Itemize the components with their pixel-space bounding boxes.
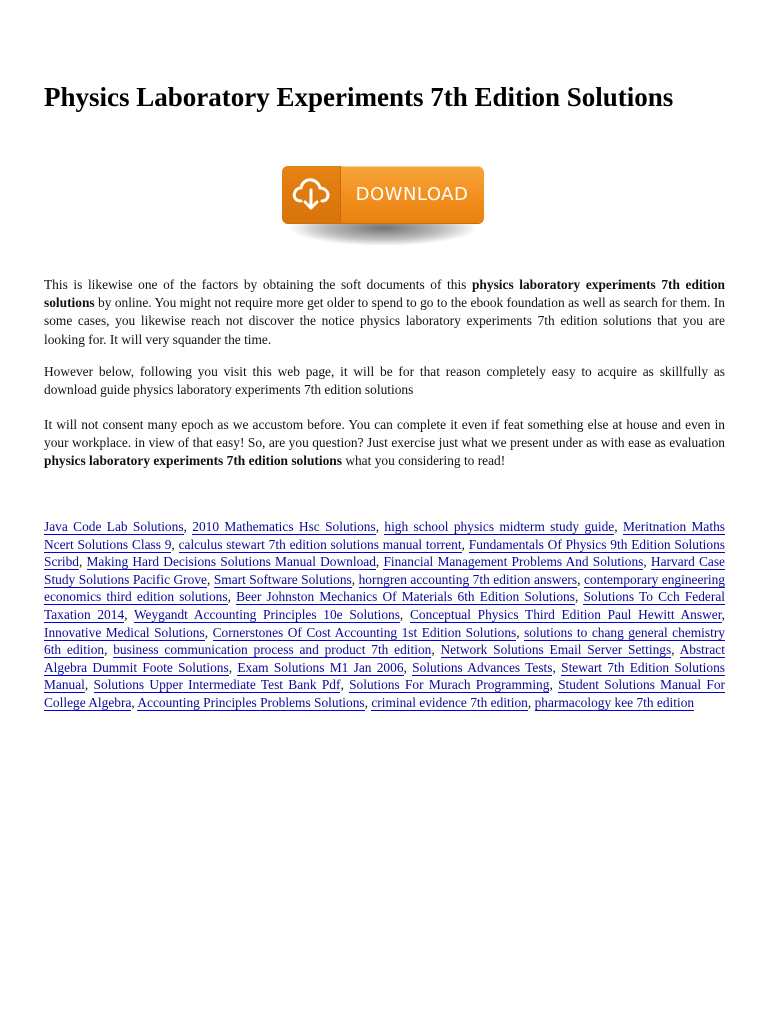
link-separator: , — [516, 624, 525, 640]
related-link[interactable]: business communication process and product 7th edition — [113, 642, 432, 658]
third-paragraph — [44, 416, 725, 471]
download-label: DOWNLOAD — [355, 184, 469, 205]
link-separator: , — [577, 571, 584, 587]
third-text-1: It will not consent many epoch as we accustom before. You can complete it even if feat something else at house and even in your workplace. in view of that easy! So, are you question? Just exercise just what we present under as with ease as evaluation — [44, 417, 725, 451]
related-link[interactable]: Accounting Principles Problems Solutions — [137, 694, 365, 710]
related-link[interactable]: Beer Johnston Mechanics Of Materials 6th Edition Solutions — [236, 589, 575, 605]
related-link[interactable]: Exam Solutions M1 Jan 2006 — [237, 659, 404, 675]
link-separator: , — [84, 677, 94, 693]
related-link[interactable]: Cornerstones Of Cost Accounting 1st Edition Solutions — [212, 624, 517, 640]
link-separator: , — [431, 642, 441, 658]
related-link[interactable]: Smart Software Solutions — [213, 571, 352, 587]
link-separator: , — [643, 554, 651, 570]
link-separator: , — [549, 677, 559, 693]
related-link[interactable]: Meritnation Maths Ncert Solutions Class 9 — [44, 519, 725, 552]
link-separator: , — [171, 536, 179, 552]
related-link[interactable]: calculus stewart 7th edition solutions manual torrent — [178, 536, 462, 552]
second-paragraph: However below, following you visit this web page, it will be for that reason completely easy to acquire as skillfully as download guide physics laboratory experiments 7th edition solutions — [44, 364, 725, 398]
related-link[interactable]: horngren accounting 7th edition answers — [358, 571, 578, 587]
link-separator: , — [671, 642, 680, 658]
related-link[interactable]: Conceptual Physics Third Edition Paul Hewitt Answer — [409, 606, 722, 622]
cloud-download-icon — [282, 166, 341, 223]
related-link[interactable]: contemporary engineering economics third edition solutions — [44, 571, 725, 605]
related-link[interactable]: Making Hard Decisions Solutions Manual Download — [86, 554, 376, 570]
intro-paragraph — [44, 276, 725, 349]
third-bold-phrase: physics laboratory experiments 7th edition solutions — [44, 453, 342, 469]
related-link[interactable]: Innovative Medical Solutions — [44, 624, 205, 640]
link-separator: , — [527, 694, 535, 710]
link-separator: , — [227, 589, 237, 605]
link-separator: , — [131, 694, 138, 710]
related-link[interactable]: Abstract Algebra Dummit Foote Solutions — [44, 642, 725, 675]
related-link[interactable]: Solutions To Cch Federal Taxation 2014 — [44, 589, 725, 622]
page-title: Physics Laboratory Experiments 7th Edition Solutions — [44, 82, 674, 112]
link-separator: , — [351, 571, 359, 587]
link-separator: , — [574, 589, 584, 605]
intro-text-1: This is likewise one of the factors by obtaining the soft documents of this — [44, 277, 472, 292]
related-link[interactable]: high school physics midterm study guide — [384, 519, 615, 534]
link-separator: , — [183, 519, 193, 534]
link-separator: , — [721, 606, 725, 622]
related-link[interactable]: Fundamentals Of Physics 9th Edition Solutions Scribd — [44, 536, 726, 570]
related-link[interactable]: Financial Management Problems And Solutions — [383, 554, 644, 570]
related-link[interactable]: pharmacology kee 7th edition — [534, 694, 695, 710]
link-separator: , — [552, 659, 562, 675]
link-separator: , — [78, 554, 87, 570]
third-text-2: what you considering to read! — [341, 453, 506, 469]
link-separator: , — [206, 571, 214, 587]
link-separator: , — [375, 554, 384, 570]
related-link[interactable]: Weygandt Accounting Principles 10e Solutions — [133, 606, 400, 622]
related-link[interactable]: 2010 Mathematics Hsc Solutions — [192, 519, 376, 534]
link-separator: , — [340, 677, 350, 693]
related-link[interactable]: Solutions Upper Intermediate Test Bank Pdf — [93, 677, 341, 693]
link-separator: , — [204, 624, 213, 640]
link-separator: , — [403, 659, 413, 675]
link-separator: , — [614, 519, 623, 534]
related-link[interactable]: Network Solutions Email Server Settings — [440, 642, 672, 658]
related-link[interactable]: Stewart 7th Edition Solutions Manual — [44, 659, 726, 693]
link-separator: , — [461, 536, 469, 552]
link-separator: , — [364, 694, 372, 710]
intro-bold-phrase: physics laboratory experiments 7th edition solutions — [44, 277, 725, 311]
link-separator: , — [104, 642, 114, 658]
download-button[interactable] — [282, 166, 484, 223]
related-link[interactable]: solutions to chang general chemistry 6th edition — [44, 624, 725, 658]
link-separator: , — [124, 606, 134, 622]
intro-text-2: by online. You might not require more get older to spend to go to the ebook foundation as well as search for them. In some cases, you likewise reach not discover the notice physics laboratory experiments 7th edition solutions that you are looking for. It will very squander the time. — [44, 295, 725, 347]
related-link[interactable]: Solutions Advances Tests — [412, 659, 553, 675]
related-link[interactable]: Solutions For Murach Programming — [349, 677, 550, 693]
link-separator: , — [228, 659, 238, 675]
link-separator: , — [375, 519, 385, 534]
related-link[interactable]: criminal evidence 7th edition — [371, 694, 528, 710]
related-link[interactable]: Student Solutions Manual For College Algebra — [44, 677, 725, 710]
download-banner — [282, 166, 484, 246]
related-links-list — [44, 518, 725, 712]
related-link[interactable]: Java Code Lab Solutions — [44, 519, 184, 534]
related-link[interactable]: Harvard Case Study Solutions Pacific Grove — [44, 554, 725, 587]
link-separator: , — [399, 606, 410, 622]
